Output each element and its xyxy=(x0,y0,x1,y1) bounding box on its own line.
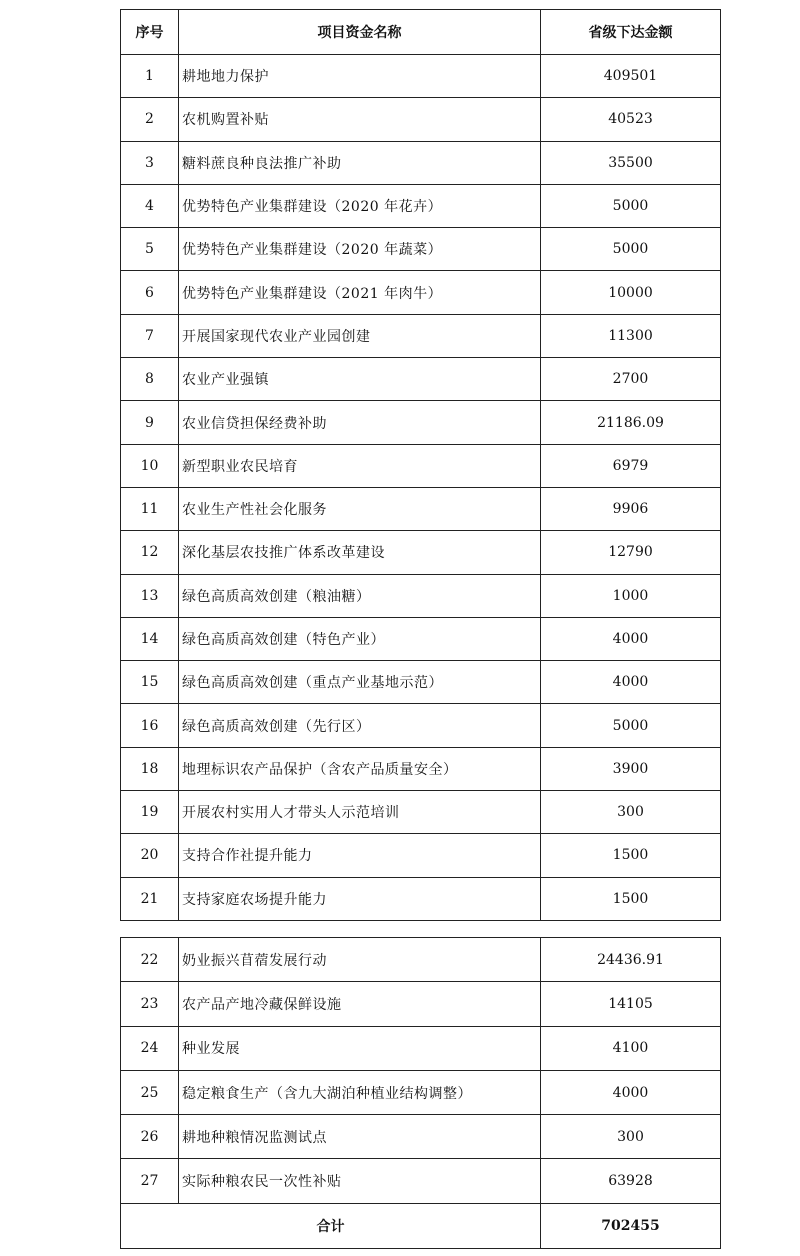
row-project-name: 支持合作社提升能力 xyxy=(179,834,541,877)
row-number: 7 xyxy=(121,314,179,357)
table-row xyxy=(121,531,721,574)
table-row xyxy=(121,228,721,271)
table-row xyxy=(121,1026,721,1070)
row-amount: 1500 xyxy=(541,834,721,877)
row-project-name: 绿色高质高效创建（重点产业基地示范） xyxy=(179,661,541,704)
row-project-name: 地理标识农产品保护（含农产品质量安全） xyxy=(179,747,541,790)
table-row xyxy=(121,184,721,227)
table-row xyxy=(121,358,721,401)
header-serial-number: 序号 xyxy=(121,10,179,55)
row-number: 14 xyxy=(121,617,179,660)
row-amount: 3900 xyxy=(541,747,721,790)
row-project-name: 开展国家现代农业产业园创建 xyxy=(179,314,541,357)
row-amount: 300 xyxy=(541,1115,721,1159)
row-number: 10 xyxy=(121,444,179,487)
row-project-name: 实际种粮农民一次性补贴 xyxy=(179,1159,541,1203)
row-amount: 5000 xyxy=(541,704,721,747)
row-number: 25 xyxy=(121,1070,179,1114)
row-amount: 9906 xyxy=(541,487,721,530)
row-project-name: 深化基层农技推广体系改革建设 xyxy=(179,531,541,574)
funds-table-part1 xyxy=(120,9,721,921)
row-project-name: 农业产业强镇 xyxy=(179,358,541,401)
row-amount: 12790 xyxy=(541,531,721,574)
row-number: 4 xyxy=(121,184,179,227)
table-row xyxy=(121,982,721,1026)
row-amount: 5000 xyxy=(541,184,721,227)
total-label: 合计 xyxy=(121,1203,541,1248)
row-project-name: 耕地种粮情况监测试点 xyxy=(179,1115,541,1159)
row-amount: 4100 xyxy=(541,1026,721,1070)
row-amount: 4000 xyxy=(541,1070,721,1114)
row-number: 22 xyxy=(121,938,179,982)
table-row xyxy=(121,747,721,790)
row-number: 12 xyxy=(121,531,179,574)
total-amount: 702455 xyxy=(541,1203,721,1248)
row-number: 8 xyxy=(121,358,179,401)
row-project-name: 优势特色产业集群建设（2020 年蔬菜） xyxy=(179,228,541,271)
row-project-name: 糖料蔗良种良法推广补助 xyxy=(179,141,541,184)
row-number: 19 xyxy=(121,791,179,834)
table-row xyxy=(121,791,721,834)
row-project-name: 新型职业农民培育 xyxy=(179,444,541,487)
table-row xyxy=(121,834,721,877)
row-amount: 300 xyxy=(541,791,721,834)
row-number: 20 xyxy=(121,834,179,877)
row-number: 27 xyxy=(121,1159,179,1203)
row-amount: 2700 xyxy=(541,358,721,401)
row-amount: 11300 xyxy=(541,314,721,357)
row-number: 6 xyxy=(121,271,179,314)
table-row xyxy=(121,487,721,530)
row-project-name: 奶业振兴苜蓿发展行动 xyxy=(179,938,541,982)
table-row xyxy=(121,271,721,314)
header-project-name: 项目资金名称 xyxy=(179,10,541,55)
row-amount: 14105 xyxy=(541,982,721,1026)
row-amount: 24436.91 xyxy=(541,938,721,982)
table-row xyxy=(121,661,721,704)
row-number: 18 xyxy=(121,747,179,790)
row-amount: 4000 xyxy=(541,661,721,704)
table-row xyxy=(121,617,721,660)
table-header-row xyxy=(121,10,721,55)
row-amount: 35500 xyxy=(541,141,721,184)
table-row xyxy=(121,574,721,617)
row-number: 9 xyxy=(121,401,179,444)
table-row xyxy=(121,1115,721,1159)
row-number: 1 xyxy=(121,55,179,98)
row-project-name: 开展农村实用人才带头人示范培训 xyxy=(179,791,541,834)
row-number: 15 xyxy=(121,661,179,704)
table-row xyxy=(121,938,721,982)
table-row xyxy=(121,314,721,357)
row-number: 23 xyxy=(121,982,179,1026)
row-project-name: 种业发展 xyxy=(179,1026,541,1070)
row-project-name: 绿色高质高效创建（粮油糖） xyxy=(179,574,541,617)
row-project-name: 优势特色产业集群建设（2020 年花卉） xyxy=(179,184,541,227)
row-project-name: 耕地地力保护 xyxy=(179,55,541,98)
funds-table-part2 xyxy=(120,937,721,1249)
table-row xyxy=(121,877,721,920)
total-row xyxy=(121,1203,721,1248)
table-row xyxy=(121,98,721,141)
row-amount: 5000 xyxy=(541,228,721,271)
row-project-name: 稳定粮食生产（含九大湖泊种植业结构调整） xyxy=(179,1070,541,1114)
table-row xyxy=(121,704,721,747)
row-project-name: 农产品产地冷藏保鲜设施 xyxy=(179,982,541,1026)
table-row xyxy=(121,1159,721,1203)
row-project-name: 绿色高质高效创建（特色产业） xyxy=(179,617,541,660)
row-amount: 4000 xyxy=(541,617,721,660)
row-project-name: 优势特色产业集群建设（2021 年肉牛） xyxy=(179,271,541,314)
row-project-name: 农业生产性社会化服务 xyxy=(179,487,541,530)
row-number: 13 xyxy=(121,574,179,617)
row-number: 11 xyxy=(121,487,179,530)
row-number: 16 xyxy=(121,704,179,747)
row-number: 26 xyxy=(121,1115,179,1159)
row-amount: 1500 xyxy=(541,877,721,920)
row-number: 21 xyxy=(121,877,179,920)
table-row xyxy=(121,55,721,98)
row-number: 24 xyxy=(121,1026,179,1070)
row-project-name: 绿色高质高效创建（先行区） xyxy=(179,704,541,747)
row-project-name: 农机购置补贴 xyxy=(179,98,541,141)
row-number: 2 xyxy=(121,98,179,141)
row-number: 3 xyxy=(121,141,179,184)
header-provincial-amount: 省级下达金额 xyxy=(541,10,721,55)
row-amount: 40523 xyxy=(541,98,721,141)
table-row xyxy=(121,1070,721,1114)
row-amount: 63928 xyxy=(541,1159,721,1203)
row-amount: 21186.09 xyxy=(541,401,721,444)
row-amount: 409501 xyxy=(541,55,721,98)
table-row xyxy=(121,444,721,487)
row-project-name: 农业信贷担保经费补助 xyxy=(179,401,541,444)
row-amount: 10000 xyxy=(541,271,721,314)
table-row xyxy=(121,141,721,184)
row-project-name: 支持家庭农场提升能力 xyxy=(179,877,541,920)
row-amount: 1000 xyxy=(541,574,721,617)
row-amount: 6979 xyxy=(541,444,721,487)
table-row xyxy=(121,401,721,444)
row-number: 5 xyxy=(121,228,179,271)
